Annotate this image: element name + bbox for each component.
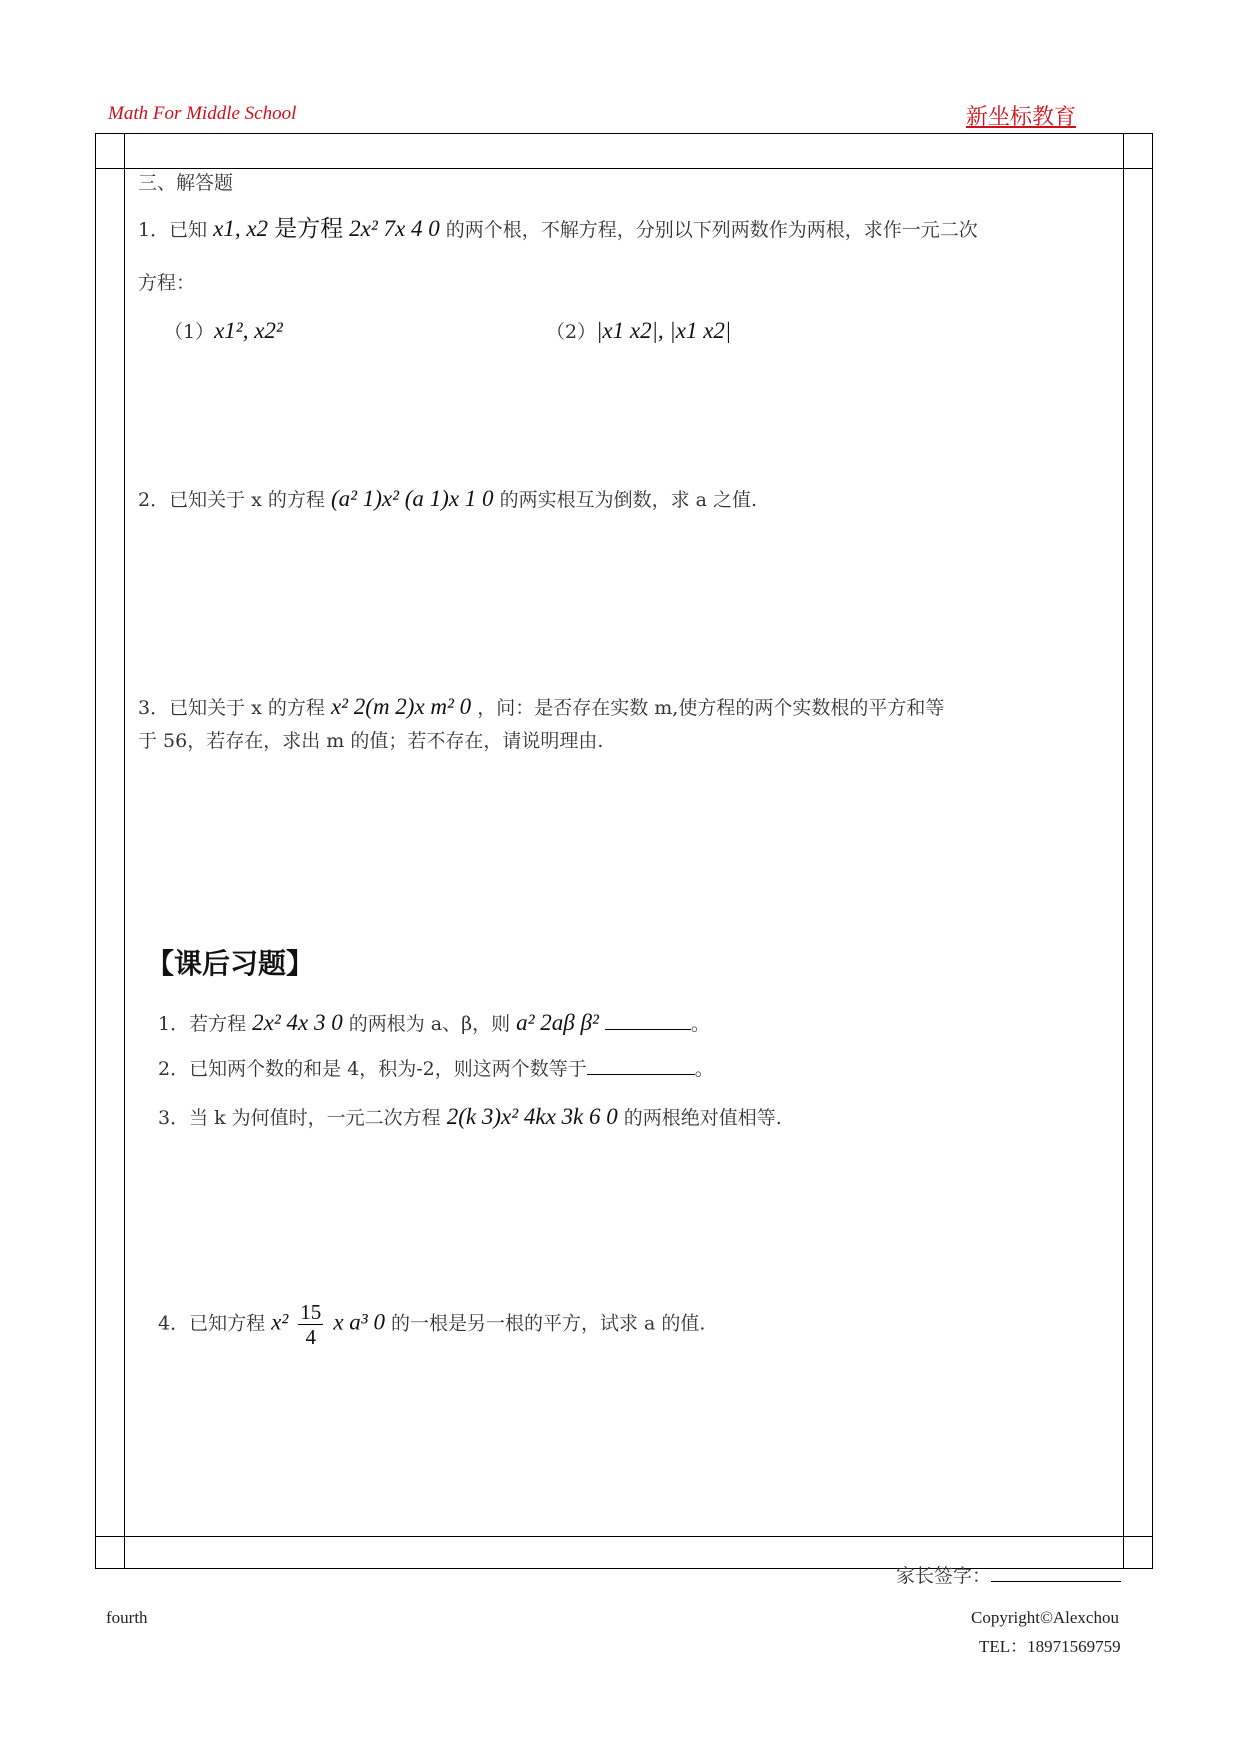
footer-tel: TEL：18971569759 (979, 1637, 1121, 1656)
homework-1-blank[interactable] (605, 1029, 691, 1030)
question-3-line2: 于 56，若存在，求出 m 的值；若不存在，请说明理由. (138, 730, 604, 752)
header-right-brand: 新坐标教育 (966, 105, 1077, 130)
fraction-15-over-4: $\frac{15}{4}$ (300, 1300, 322, 1349)
footer-left: fourth (106, 1608, 148, 1627)
homework-4: 4．已知方程 x² $\frac{15}{4}$ x a³ 0 的一根是另一根的平方，试求 a 的值. (158, 1300, 706, 1349)
question-1-line2: 方程： (138, 272, 196, 294)
question-1: 1．已知 x1, x2 是方程 2x² 7x 4 0 的两个根，不解方程，分别以下列两数作为两根，求作一元二次 (138, 216, 978, 241)
header-left-title: Math For Middle School (108, 103, 297, 124)
homework-2-blank[interactable] (587, 1074, 695, 1075)
parent-signature-field[interactable] (991, 1581, 1121, 1582)
homework-1: 1．若方程 2x² 4x 3 0 的两根为 a、β，则 a² 2aβ β² 。 (158, 1010, 710, 1035)
question-1-sub1: （1）x1², x2² (164, 318, 283, 343)
question-2: 2．已知关于 x 的方程 (a² 1)x² (a 1)x 1 0 的两实根互为倒数，求 a 之值. (138, 486, 758, 511)
homework-2: 2．已知两个数的和是 4，积为-2，则这两个数等于 。 (158, 1058, 714, 1080)
homework-title: 【课后习题】 (146, 947, 315, 980)
section3-title: 三、解答题 (138, 172, 234, 194)
parent-signature-label: 家长签字： (896, 1563, 1121, 1589)
question-1-sub2: （2）|x1 x2|, |x1 x2| (546, 318, 732, 343)
footer-copyright: Copyright©Alexchou (971, 1608, 1119, 1627)
question-3: 3．已知关于 x 的方程 x² 2(m 2)x m² 0 ，问：是否存在实数 m,使方程的两个实数根的平方和等 (138, 694, 945, 719)
homework-3: 3．当 k 为何值时，一元二次方程 2(k 3)x² 4kx 3k 6 0 的两根绝对值相等. (158, 1104, 782, 1129)
